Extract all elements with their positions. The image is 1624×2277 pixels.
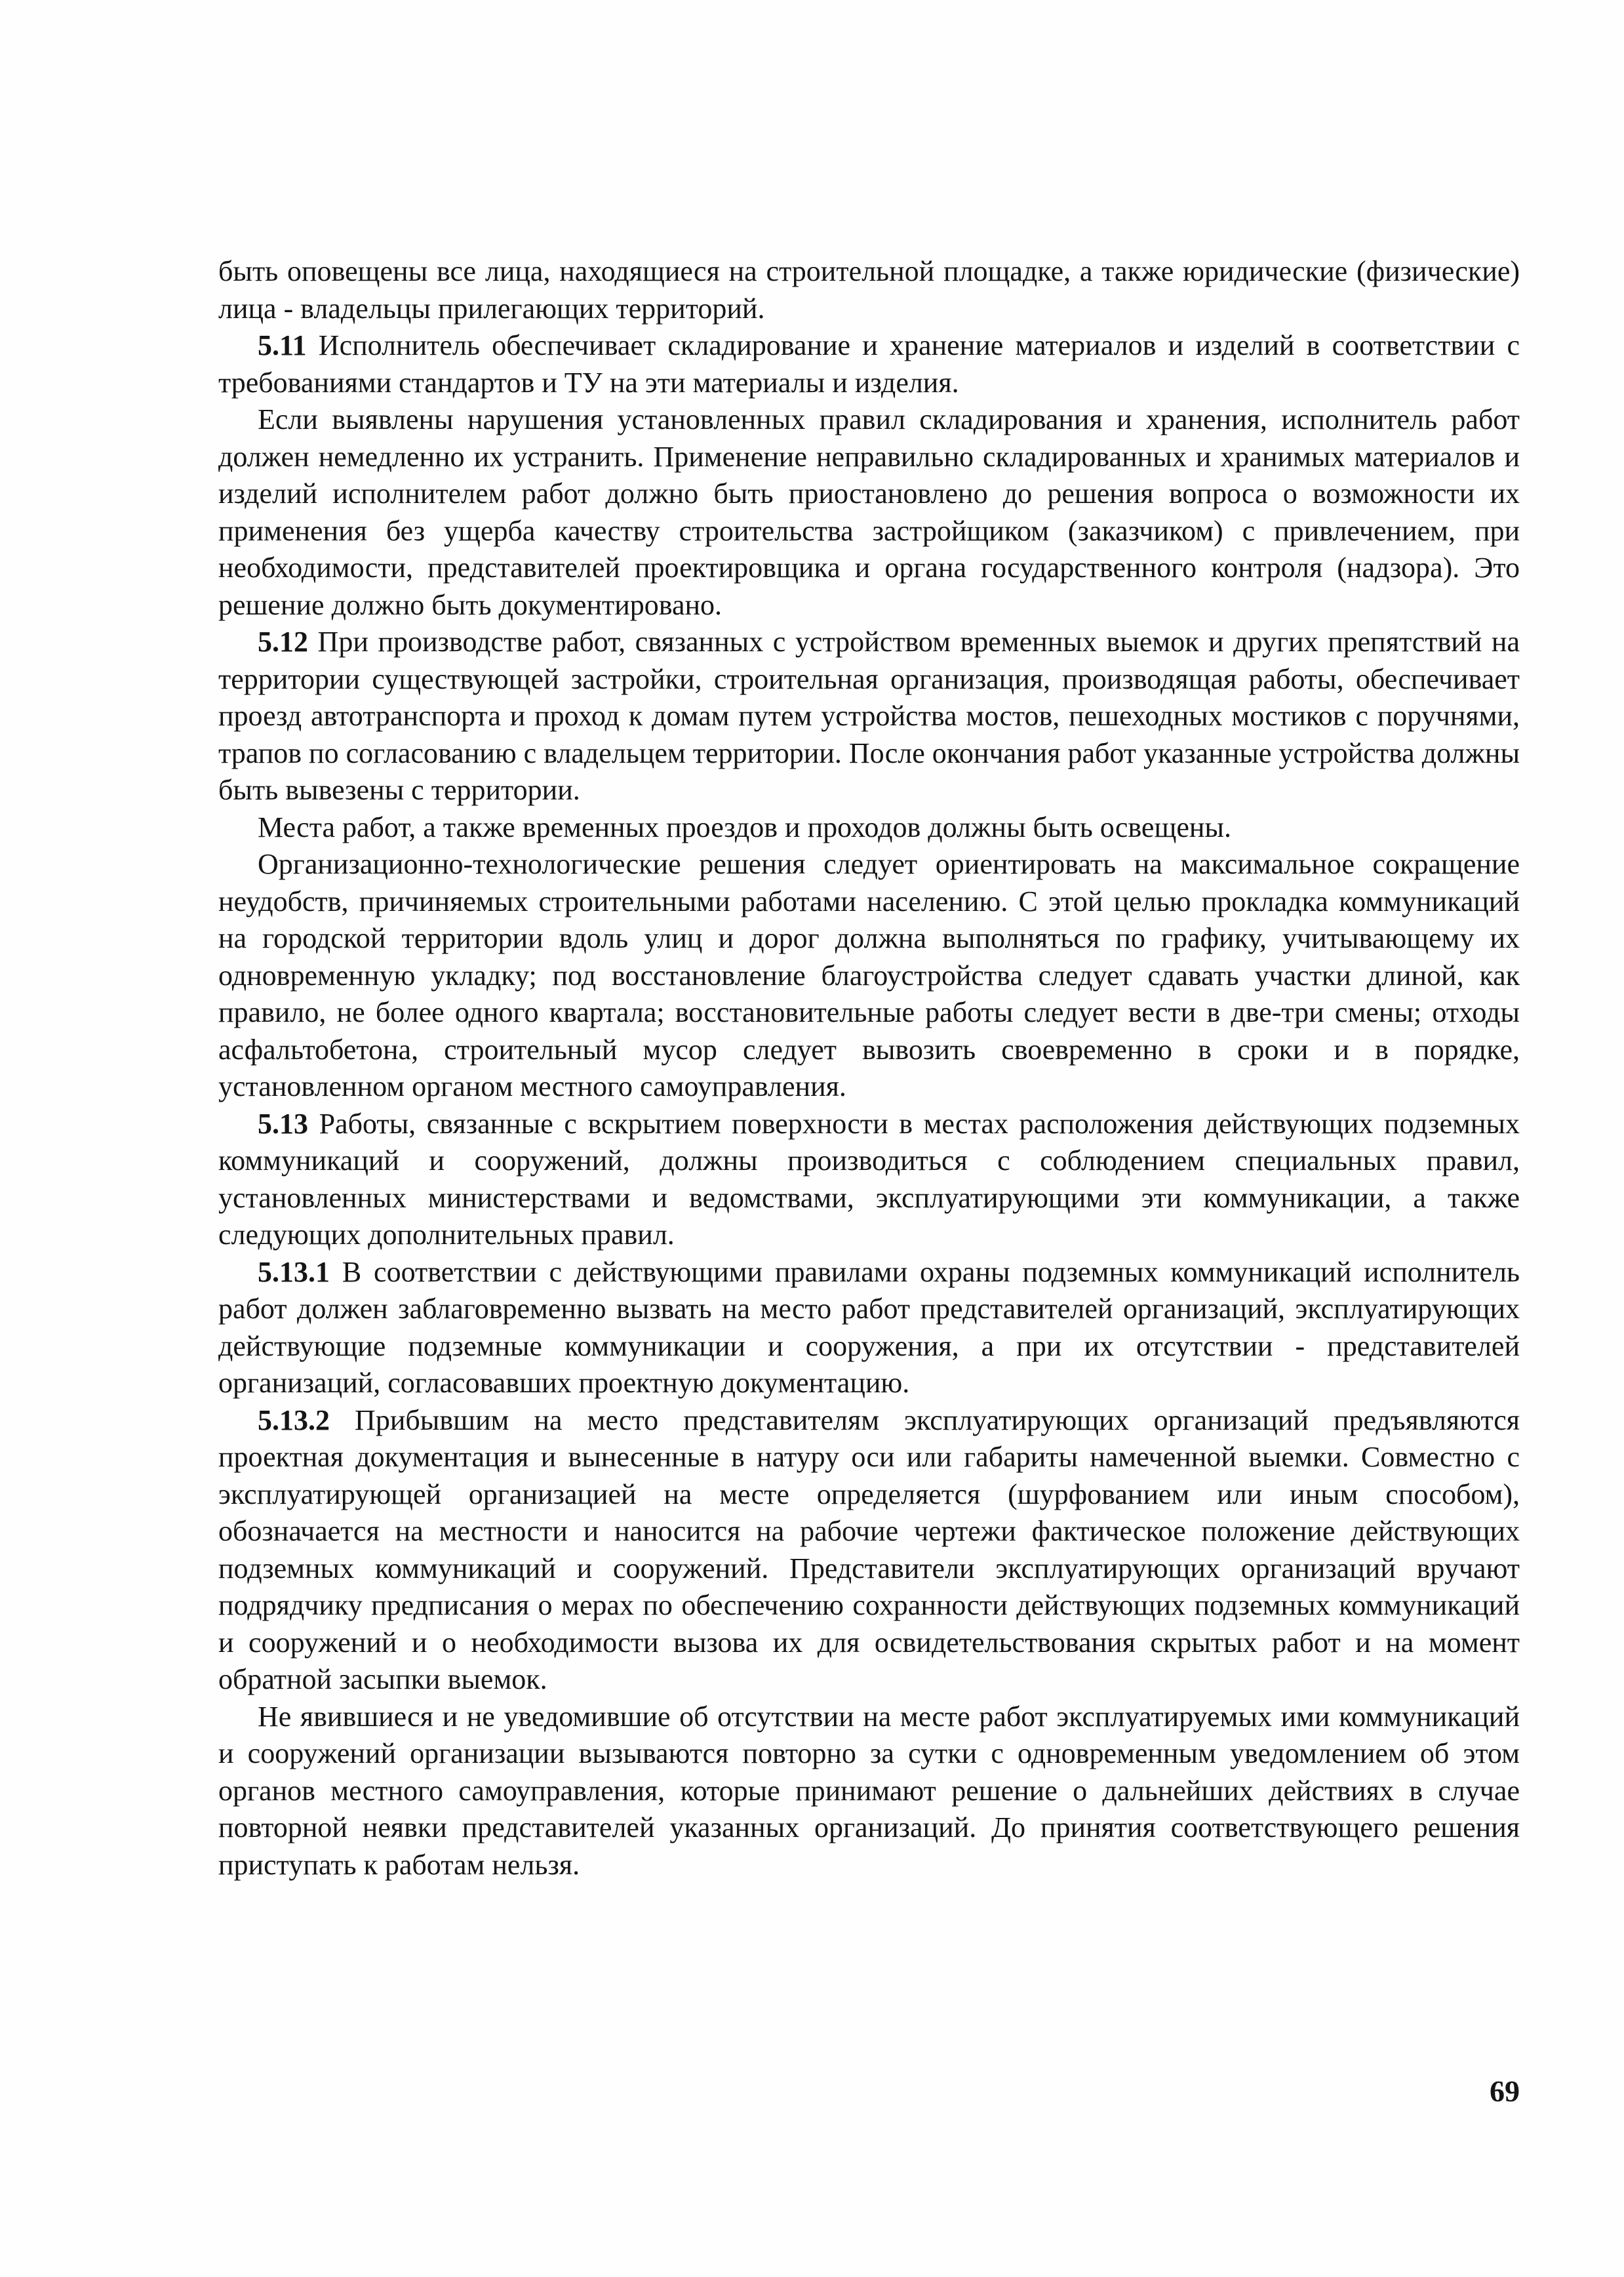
paragraph-text: В соответствии с действующими правилами охраны подземных коммуникаций исполнитель работ должен заблаговременно вызвать на место работ представителей организаций, эксплуатирующих действующие подземные коммуникации и сооружения, а при их отсутствии - представителей организаций, согласовавших проектную документацию. <box>218 1255 1520 1399</box>
paragraph-text: При производстве работ, связанных с устройством временных выемок и других препятствий на территории существующей застройки, строительная организация, производящая работы, обеспечивает проезд автотранспорта и проход к домам путем устройства мостов, пешеходных мостиков с поручнями, трапов по согласованию с владельцем территории. После окончания работ указанные устройства должны быть вывезены с территории. <box>218 626 1520 806</box>
paragraph <box>218 1699 1520 1884</box>
paragraph-text: Организационно-технологические решения следует ориентировать на максимальное сокращение неудобств, причиняемых строительными работами населению. С этой целью прокладка коммуникаций на городской территории вдоль улиц и дорог должна выполняться по графику, учитывающему их одновременную укладку; под восстановление благоустройства следует сдавать участки длиной, как правило, не более одного квартала; восстановительные работы следует вести в две-три смены; отходы асфальтобетона, строительный мусор следует вывозить своевременно в сроки и в порядке, установленном органом местного самоуправления. <box>218 848 1520 1102</box>
section-5-12 <box>218 624 1520 809</box>
paragraph-text: Прибывшим на место представителям эксплуатирующих организаций предъявляются проектная документация и вынесенные в натуру оси или габариты намеченной выемки. Совместно с эксплуатирующей организацией на месте определяется (шурфованием или иным способом), обозначается на местности и наносится на рабочие чертежи фактическое положение действующих подземных коммуникаций и сооружений. Представители эксплуатирующих организаций вручают подрядчику предписания о мерах по обеспечению сохранности действующих подземных коммуникаций и сооружений и о необходимости вызова их для освидетельствования скрытых работ и на момент обратной засыпки выемок. <box>218 1403 1520 1695</box>
body-text <box>218 253 1520 1884</box>
section-5-11 <box>218 327 1520 401</box>
paragraph <box>218 809 1520 847</box>
section-5-13-1 <box>218 1254 1520 1402</box>
page-number: 69 <box>1490 2074 1520 2108</box>
section-number: 5.12 <box>258 626 308 658</box>
paragraph-text: Если выявлены нарушения установленных правил складирования и хранения, исполнитель работ должен немедленно их устранить. Применение неправильно складированных и хранимых материалов и изделий исполнителем работ должно быть приостановлено до решения вопроса о возможности их применения без ущерба качеству строительства застройщиком (заказчиком) с привлечением, при необходимости, представителей проектировщика и органа государственного контроля (надзора). Это решение должно быть документировано. <box>218 403 1520 621</box>
section-5-13-2 <box>218 1402 1520 1699</box>
section-number: 5.13 <box>258 1107 308 1140</box>
section-number: 5.13.2 <box>258 1403 330 1436</box>
section-number: 5.11 <box>258 329 307 361</box>
paragraph-text: Работы, связанные с вскрытием поверхности в местах расположения действующих подземных коммуникаций и сооружений, должны производиться с соблюдением специальных правил, установленных министерствами и ведомствами, эксплуатирующими эти коммуникации, а также следующих дополнительных правил. <box>218 1107 1520 1251</box>
paragraph-text: Не явившиеся и не уведомившие об отсутствии на месте работ эксплуатируемых ими коммуникаций и сооружений организации вызываются повторно за сутки с одновременным уведомлением об этом органов местного самоуправления, которые принимают решение о дальнейших действиях в случае повторной неявки представителей указанных организаций. До принятия соответствующего решения приступать к работам нельзя. <box>218 1700 1520 1881</box>
paragraph <box>218 846 1520 1106</box>
paragraph-text: Исполнитель обеспечивает складирование и хранение материалов и изделий в соответствии с требованиями стандартов и ТУ на эти материалы и изделия. <box>218 329 1520 399</box>
section-5-13 <box>218 1106 1520 1254</box>
paragraph <box>218 401 1520 624</box>
section-number: 5.13.1 <box>258 1255 330 1288</box>
paragraph-text: быть оповещены все лица, находящиеся на строительной площадке, а также юридические (физические) лица - владельцы прилегающих территорий. <box>218 255 1520 325</box>
paragraph-text: Места работ, а также временных проездов и проходов должны быть освещены. <box>258 811 1231 843</box>
paragraph <box>218 253 1520 327</box>
